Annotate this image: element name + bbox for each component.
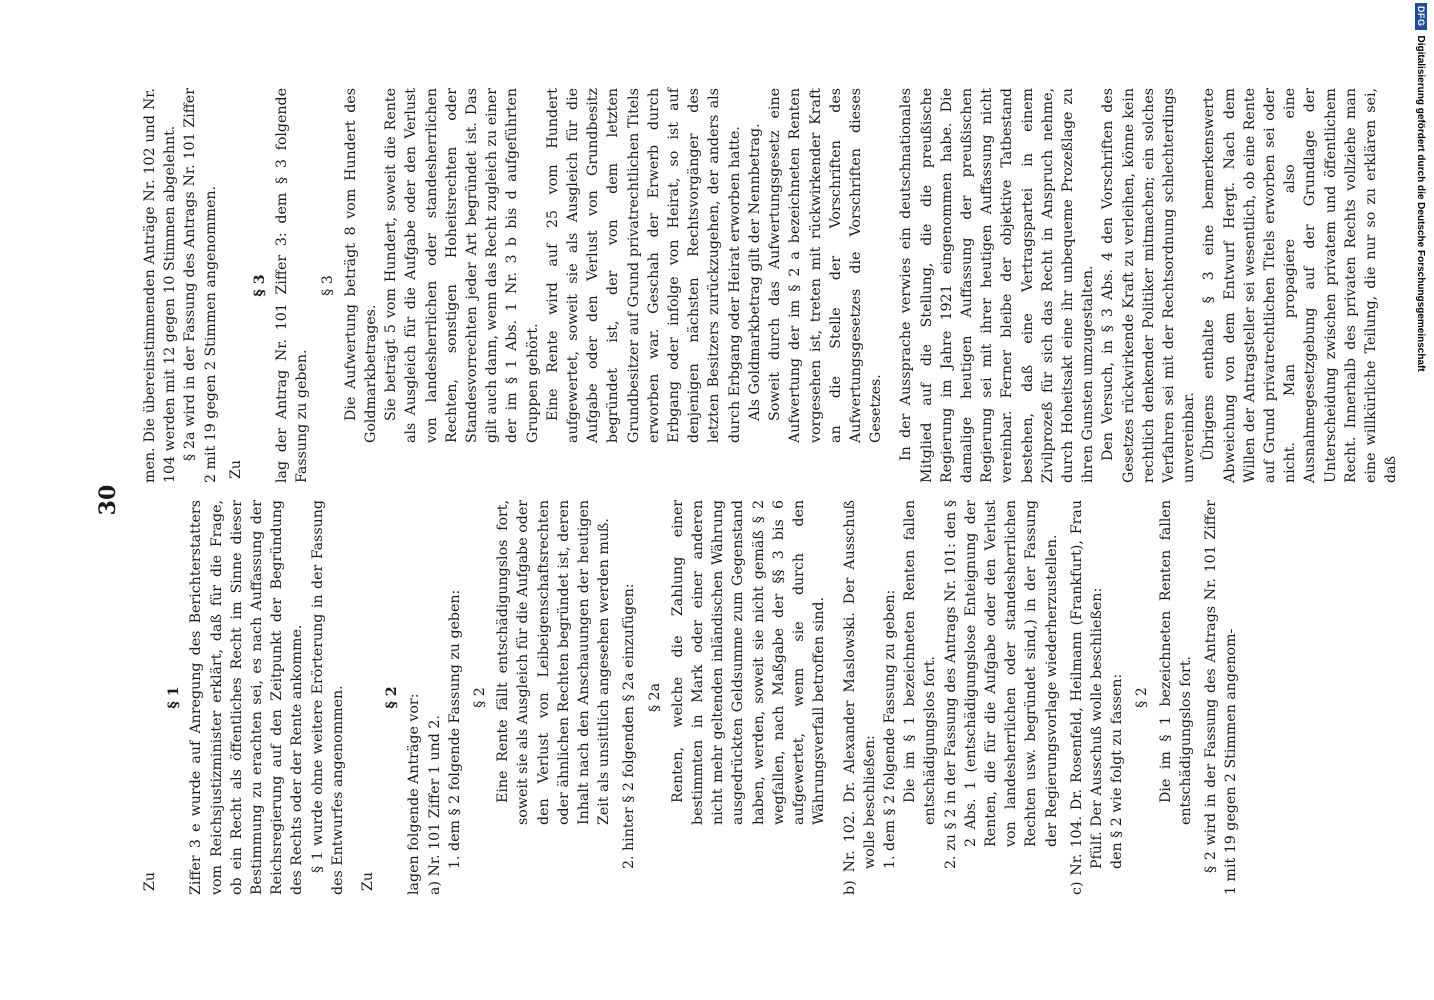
quoted-text: Als Goldmarkbetrag gilt der Nennbetrag. bbox=[746, 123, 763, 421]
motion-a-intro: a) Nr. 101 Ziffer 1 und 2. bbox=[426, 715, 443, 895]
quoted-text: Eine Rente wird auf 25 vom Hundert aufgewertet, soweit sie als Ausgleich für die Aufgabe oder den Verlust von Grundbesitz begründet ist, der von dem letzten Grundbesitzer auf Grund privatrechtlichen Titels erworben war. Geschah der Erwerb durch Erbgang oder infolge von Heirat, so ist auf denjenigen nächsten Rechtsvorgänger des letzten Besitzers zurückzugehen, der anders als durch Erbgang oder Heirat erworben hatte. bbox=[544, 88, 743, 443]
motion-c-intro: c) Nr. 104. Dr. Rosenfeld, Heilmann (Frankfurt), Frau Pfülf. Der Ausschuß wolle beschließen: bbox=[1068, 500, 1105, 895]
motion-b-item-1: 1. dem § 2 folgende Fassung zu geben: bbox=[881, 589, 898, 869]
quoted-text: Sie beträgt 5 vom Hundert, soweit die Rente als Ausgleich für die Aufgabe oder den Verlust von landesherrlichen oder standesherrlichen Rechten, sonstigen Hoheitsrechten oder Standesvorrechten jeder Art begründet ist. Das gilt auch dann, wenn das Recht zugleich zu einer der im § 1 Abs. 1 Nr. 3 b bis d aufgeführten Gruppen gehört. bbox=[383, 88, 541, 443]
paragraph: § 2a wird in der Fassung des Antrags Nr. 101 Ziffer 2 mit 19 gegen 2 Stimmen angenommen. bbox=[182, 88, 219, 483]
zu-label: Zu bbox=[360, 872, 377, 891]
quoted-text: Renten, welche die Zahlung einer bestimmten in Mark oder einer anderen nicht mehr geltenden inländischen Währung ausgedrückten Geldsumme zum Gegenstand haben, werden, soweit sie nicht gemäß § 2 wegfallen, nach Maßgabe der §§ 3 bis 6 aufgewertet, wenn sie durch den Währungsverfall betroffen sind. bbox=[669, 500, 828, 825]
paragraph: lagen folgende Anträge vor: bbox=[406, 693, 423, 895]
paragraph: In der Aussprache verwies ein deutschnationales Mitglied auf die Stellung, die die preußische Regierung im Jahre 1921 eingenommen habe. Die damalige heutigen Auffassung der preußischen Regierung sei mit ihrer heutigen Auffassung nicht vereinbar. Ferner bleibe der objektive Tatbestand bestehen, daß eine Vertragspartei in einem Zivilprozeß für sich das Recht in Anspruch nehme, durch Hoheitsakt eine ihr unbequeme Prozeßlage zu ihren Gunsten umzugestalten. bbox=[898, 88, 1097, 483]
right-column bbox=[140, 88, 1401, 483]
quoted-text: Eine Rente fällt entschädigungslos fort, soweit sie als Ausgleich für die Aufgabe oder den Verlust von Leibeigenschaftsrechten oder ähnlichen Rechten begründet ist, deren Inhalt nach den Anschauungen der heutigen Zeit als unsittlich angesehen werden muß. bbox=[495, 500, 613, 825]
paragraph: Übrigens enthalte § 3 eine bemerkenswerte Abweichung von dem Entwurf Hergt. Nach dem Willen der Antragsteller sei wesentlich, ob eine Rente auf Grund privatrechtlichen Titels erworben sei oder nicht. Man propagiere also eine Ausnahmegesetzgebung auf der Grundlage der Unterscheidung zwischen privatem und öffentlichem Recht. Innerhalb des privaten Rechts vollziehe man eine willkürliche Teilung, die nur so zu erklären sei, daß bbox=[1201, 88, 1400, 483]
paragraph-label: § 3 bbox=[319, 275, 336, 296]
page-number: 30 bbox=[95, 484, 121, 516]
paragraph: § 1 wurde ohne weitere Erörterung in der Fassung des Entwurfes angenommen. bbox=[309, 500, 346, 895]
motion-a-item-2: 2. hinter § 2 folgenden § 2a einzufügen: bbox=[621, 583, 638, 869]
paragraph-label: § 2a bbox=[646, 682, 663, 713]
left-column bbox=[140, 500, 1241, 895]
dfg-notice: Digitalisierung gefördert durch die Deutsche Forschungsgemeinschaft bbox=[1415, 35, 1427, 372]
zu-label: Zu bbox=[142, 872, 158, 891]
section-heading-2: § 2 bbox=[384, 686, 401, 709]
paragraph-label: § 2 bbox=[1134, 687, 1151, 708]
zu-label: Zu bbox=[227, 460, 244, 479]
paragraph: men. Die übereinstimmenden Anträge Nr. 102 und Nr. 104 werden mit 12 gegen 10 Stimmen abgelehnt. bbox=[142, 88, 179, 483]
section-heading-3: § 3 bbox=[252, 274, 269, 297]
paragraph: Den Versuch, in § 3 Abs. 4 den Vorschriften des Gesetzes rückwirkende Kraft zu verleihen, könne kein rechtlich denkender Politiker mitmachen; ein solches Verfahren sei mit der Rechtsordnung schlechterdings unvereinbar. bbox=[1100, 88, 1198, 483]
quoted-text: Die im § 1 bezeichneten Renten fallen entschädigungslos fort. bbox=[1157, 500, 1194, 825]
motion-c-item: den § 2 wie folgt zu fassen: bbox=[1109, 673, 1126, 869]
motion-b-intro: b) Nr. 102. Dr. Alexander Maslowski. Der Ausschuß wolle beschließen: bbox=[841, 500, 878, 895]
paragraph: Ziffer 3 e wurde auf Anregung des Berichterstatters vom Reichsjustizminister erklärt, daß für die Frage, ob ein Recht als öffentliches Recht im Sinne dieser Bestimmung zu erachten sei, es nach Auffassung der Reichsregierung auf den Zeitpunkt der Begründung des Rechts oder der Rente ankomme. bbox=[188, 500, 306, 895]
dfg-logo: DFG bbox=[1415, 3, 1427, 30]
quoted-text: Soweit durch das Aufwertungsgesetz eine Aufwertung der im § 2 a bezeichneten Renten vorgesehen ist, treten mit rückwirkender Kraft an die Stelle der Vorschriften des Aufwertungsgesetzes die Vorschriften dieses Gesetzes. bbox=[767, 88, 885, 443]
paragraph: lag der Antrag Nr. 101 Ziffer 3: dem § 3 folgende Fassung zu geben. bbox=[274, 88, 311, 483]
paragraph: § 2 wird in der Fassung des Antrags Nr. 101 Ziffer 1 mit 19 gegen 2 Stimmen angenom- bbox=[1202, 500, 1240, 895]
paragraph-label: § 2 bbox=[472, 687, 489, 708]
quoted-text: Die im § 1 bezeichneten Renten fallen entschädigungslos fort. bbox=[902, 500, 939, 825]
section-heading-1: § 1 bbox=[166, 686, 183, 709]
dfg-credit bbox=[1410, 3, 1432, 403]
motion-a-item-1: 1. dem § 2 folgende Fassung zu geben: bbox=[446, 589, 463, 869]
quoted-text: Die Aufwertung beträgt 8 vom Hundert des Goldmarkbetrages. bbox=[342, 88, 380, 443]
motion-b-item-2: 2. zu § 2 in der Fassung des Antrags Nr. 101: den § 2 Abs. 1 (entschädigungslose Enteignung der Renten, die für die Aufgabe oder den Verlust von landesherrlichen oder standesherrlichen Rechten usw. begründet sind,) in der Fassung der Regierungsvorlage wiederherzustellen. bbox=[942, 500, 1060, 869]
